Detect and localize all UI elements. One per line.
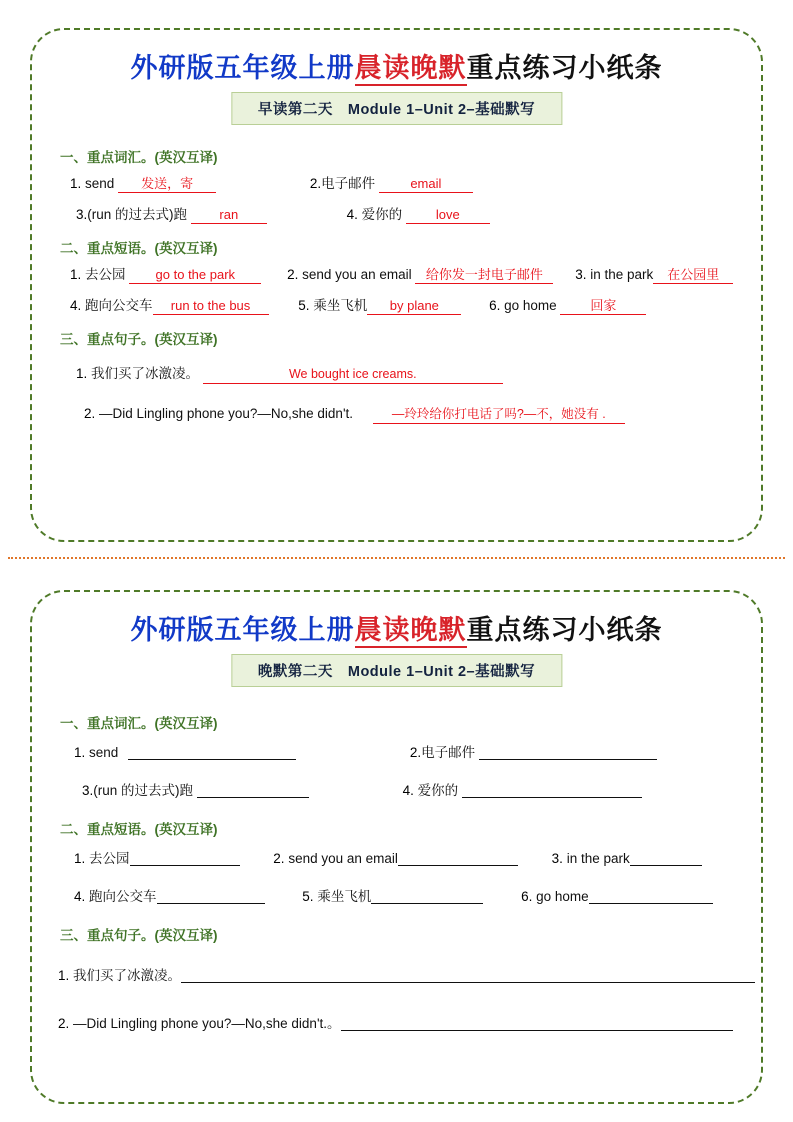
worksheet-bottom-half xyxy=(0,562,793,1122)
top-phrase-heading: 二、重点短语。(英汉互译) xyxy=(60,241,218,256)
phrase-prompt-4: 跑向公交车 xyxy=(85,298,153,313)
bottom-phrase-prompt-3: in the park xyxy=(566,851,630,866)
bottom-phrase-blank-6[interactable] xyxy=(589,888,713,904)
bottom-phrase-prompt-4: 跑向公交车 xyxy=(89,889,157,904)
bottom-phrase-prompt-6: go home xyxy=(536,889,589,904)
vocab-num-2: 2. xyxy=(309,176,322,191)
bottom-phrase-num-3: 3. xyxy=(551,851,563,866)
bottom-vocab-prompt-1: send xyxy=(89,745,119,760)
vocab-num-3: 3. xyxy=(76,207,88,222)
bottom-phrase-blank-4[interactable] xyxy=(157,888,265,904)
bottom-sentence-prompt-1: 我们买了冰激凌。 xyxy=(73,968,182,983)
bottom-sentence-blank-2[interactable] xyxy=(341,1015,733,1031)
bottom-sentence-heading: 三、重点句子。(英汉互译) xyxy=(60,928,218,943)
bottom-sentence-num-1: 1. xyxy=(58,968,70,983)
sentence-prompt-2: —Did Lingling phone you?—No,she didn't. xyxy=(99,406,354,421)
phrase-num-4: 4. xyxy=(70,298,82,313)
bottom-body xyxy=(58,696,739,1046)
bottom-sentence-num-2: 2. xyxy=(58,1016,70,1031)
vocab-num-4: 4. xyxy=(346,207,358,222)
bottom-vocab-prompt-2: 电子邮件 xyxy=(421,745,476,760)
title-red-part: 晨读晚默 xyxy=(355,53,467,86)
title-blue-part-2: 外研版五年级上册 xyxy=(130,615,355,645)
vocab-answer-4[interactable]: love xyxy=(406,206,490,224)
worksheet-top-half xyxy=(0,0,793,560)
bottom-phrase-blank-2[interactable] xyxy=(398,850,518,866)
top-sentence-row-1 xyxy=(58,362,739,384)
vocab-num-1: 1. xyxy=(70,176,82,191)
sentence-num-1: 1. xyxy=(76,366,88,381)
phrase-num-1: 1. xyxy=(70,267,82,282)
bottom-phrase-prompt-1: 去公园 xyxy=(89,851,130,866)
bottom-phrase-prompt-5: 乘坐飞机 xyxy=(317,889,372,904)
vocab-prompt-4: 爱你的 xyxy=(361,207,403,222)
top-sentence-heading: 三、重点句子。(英汉互译) xyxy=(60,332,218,347)
vocab-answer-2[interactable]: email xyxy=(379,175,473,193)
bottom-vocab-heading: 一、重点词汇。(英汉互译) xyxy=(60,716,218,731)
bottom-phrase-prompt-2: send you an email xyxy=(288,851,398,866)
vocab-prompt-3: (run 的过去式)跑 xyxy=(87,207,188,222)
top-sentence-row-2 xyxy=(58,406,739,424)
bottom-phrase-blank-3[interactable] xyxy=(630,850,702,866)
top-banner: 早读第二天 Module 1–Unit 2–基础默写 xyxy=(231,92,562,125)
bottom-phrase-num-4: 4. xyxy=(74,889,86,904)
bottom-vocab-blank-4[interactable] xyxy=(462,782,642,798)
bottom-phrase-num-6: 6. xyxy=(521,889,533,904)
title-blue-part: 外研版五年级上册 xyxy=(130,53,355,83)
phrase-num-2: 2. xyxy=(287,267,299,282)
bottom-phrase-heading: 二、重点短语。(英汉互译) xyxy=(60,822,218,837)
top-body xyxy=(58,134,739,438)
sentence-answer-1[interactable]: We bought ice creams. xyxy=(203,366,503,384)
top-vocab-heading: 一、重点词汇。(英汉互译) xyxy=(60,150,218,165)
title-red-part-2: 晨读晚默 xyxy=(355,615,467,648)
bottom-banner: 晚默第二天 Module 1–Unit 2–基础默写 xyxy=(231,654,562,687)
vocab-answer-1[interactable]: 发送，寄 xyxy=(118,175,216,193)
bottom-vocab-num-4: 4. xyxy=(402,783,414,798)
bottom-phrase-row-2 xyxy=(58,886,739,907)
bottom-sentence-row-1 xyxy=(58,964,739,984)
sentence-answer-2[interactable]: —玲玲给你打电话了吗?—不，她没有 . xyxy=(373,406,625,424)
phrase-num-5: 5. xyxy=(298,298,310,313)
bottom-vocab-row-1 xyxy=(58,742,739,763)
bottom-phrase-blank-5[interactable] xyxy=(371,888,483,904)
bottom-vocab-blank-3[interactable] xyxy=(197,782,309,798)
phrase-answer-6[interactable]: 回家 xyxy=(560,297,646,315)
bottom-card-border xyxy=(30,590,763,1104)
phrase-num-3: 3. xyxy=(575,267,587,282)
phrase-prompt-6: go home xyxy=(504,298,557,313)
phrase-answer-2[interactable]: 给你发一封电子邮件 xyxy=(415,266,553,284)
phrase-answer-5[interactable]: by plane xyxy=(367,297,461,315)
sentence-num-2: 2. xyxy=(84,406,96,421)
title-black-part: 重点练习小纸条 xyxy=(466,53,663,83)
bottom-sentence-prompt-2: —Did Lingling phone you?—No,she didn't.。 xyxy=(73,1016,341,1031)
vocab-prompt-2: 电子邮件 xyxy=(321,176,376,191)
phrase-prompt-1: 去公园 xyxy=(85,267,126,282)
top-card-border xyxy=(30,28,763,542)
top-phrase-row-1 xyxy=(58,264,739,285)
top-vocab-row-1 xyxy=(58,173,739,194)
vocab-prompt-1: send xyxy=(85,176,115,191)
bottom-phrase-num-2: 2. xyxy=(273,851,285,866)
bottom-sentence-row-2 xyxy=(58,1012,739,1032)
phrase-answer-3[interactable]: 在公园里 xyxy=(653,266,733,284)
bottom-phrase-num-1: 1. xyxy=(74,851,86,866)
bottom-vocab-prompt-3: (run 的过去式)跑 xyxy=(93,783,194,798)
page-divider xyxy=(8,557,785,559)
bottom-vocab-row-2 xyxy=(58,780,739,801)
bottom-phrase-row-1 xyxy=(58,848,739,869)
phrase-prompt-2: send you an email xyxy=(302,267,412,282)
bottom-vocab-blank-2[interactable] xyxy=(479,744,657,760)
bottom-vocab-num-1: 1. xyxy=(74,745,86,760)
top-vocab-row-2 xyxy=(58,204,739,225)
bottom-vocab-blank-1[interactable] xyxy=(128,744,296,760)
bottom-vocab-prompt-4: 爱你的 xyxy=(417,783,459,798)
title-black-part-2: 重点练习小纸条 xyxy=(466,615,663,645)
phrase-prompt-3: in the park xyxy=(590,267,654,282)
page-title-2 xyxy=(32,608,761,647)
bottom-sentence-blank-1[interactable] xyxy=(181,967,755,983)
vocab-answer-3[interactable]: ran xyxy=(191,206,267,224)
phrase-num-6: 6. xyxy=(489,298,501,313)
bottom-phrase-blank-1[interactable] xyxy=(130,850,240,866)
page-title xyxy=(32,46,761,85)
bottom-vocab-num-2: 2. xyxy=(409,745,422,760)
sentence-prompt-1: 我们买了冰激凌。 xyxy=(91,366,200,381)
bottom-phrase-num-5: 5. xyxy=(302,889,314,904)
bottom-vocab-num-3: 3. xyxy=(82,783,94,798)
phrase-answer-1[interactable]: go to the park xyxy=(129,266,261,284)
phrase-answer-4[interactable]: run to the bus xyxy=(153,297,269,315)
top-phrase-row-2 xyxy=(58,295,739,316)
phrase-prompt-5: 乘坐飞机 xyxy=(313,298,368,313)
